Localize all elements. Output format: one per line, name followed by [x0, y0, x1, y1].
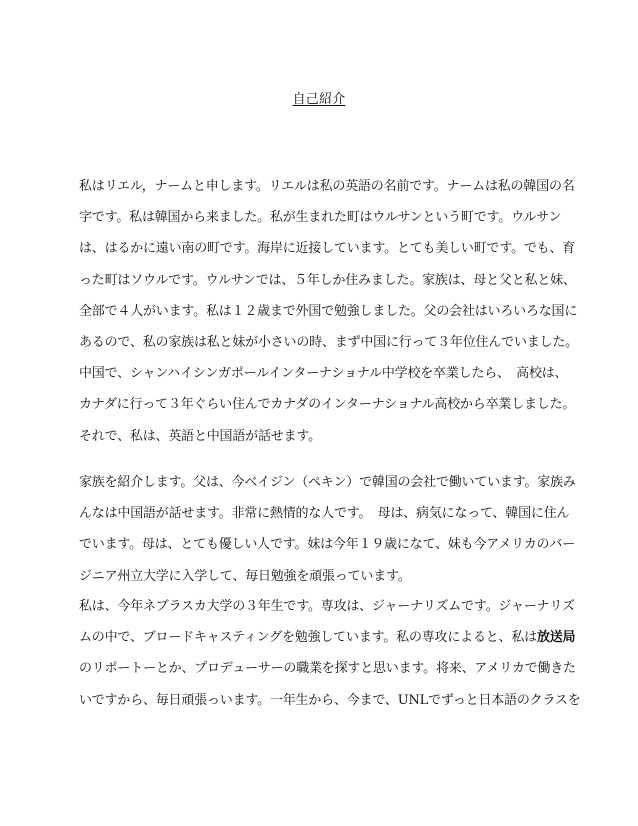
text-line: 全部で４人がいます。私は１２歳まで外国で勉強しました。父の会社はいろいろな国に — [79, 303, 578, 319]
text-line: 字です。私は韓国から来ました。私が生まれた町はウルサンという町です。ウルサン — [79, 210, 562, 226]
text-line: は、はるかに遠い南の町です。海岸に近接しています。とても美しい町です。でも、育 — [79, 241, 576, 257]
paragraph-self-intro — [79, 171, 578, 452]
text-line: 中国で、シャンハイシンガポールインターナショナル中学校を卒業したら、 高校は、 — [79, 366, 568, 382]
text-line: でいます。母は、とても優しい人です。妹は今年１９歳になて、妹も今アメリカのバー — [79, 537, 575, 553]
text-line: カナダに行って３年ぐらい住んでカナダのインターナショナル高校から卒業しました。 — [79, 397, 576, 413]
bold-word: 放送局 — [536, 630, 576, 646]
paragraph-family — [79, 467, 576, 592]
text-line: いですから、毎日頑張っいます。一年生から、今まで、UNLでずっと日本語のクラスを — [79, 692, 581, 708]
paragraph-studies — [79, 591, 581, 716]
text-line: んなは中国語が話せます。非常に熱情的な人です。 母は、病気になって、韓国に住ん — [79, 506, 570, 522]
text-line: ジニア州立大学に入学して、毎日勉強を頑張っています。 — [79, 568, 411, 584]
document-title: 自己紹介 — [292, 92, 346, 107]
text-line: 家族を紹介します。父は、今ベイジン（ペキン）で韓国の会社で働いています。家族み — [79, 475, 576, 490]
text-line: 私はリエル，ナームと申します。リエルは私の英語の名前です。ナームは私の韓国の名 — [79, 179, 575, 194]
text-line: それで、私は、英語と中国語が話せます。 — [79, 428, 321, 444]
text-line: った町はソウルです。ウルサンでは、５年しか住みました。家族は、母と父と私と妹、 — [79, 272, 576, 288]
text-line: あるので、私の家族は私と妹が小さいの時、まず中国に行って３年位住んでいました。 — [79, 334, 578, 350]
text-line: 私は、今年ネブラスカ大学の３年生です。専攻は、ジャーナリズムです。ジャーナリズ — [79, 599, 575, 614]
text-line — [79, 622, 576, 653]
text-line: のリポートーとか、プロデューサーの職業を探すと思います。将来、アメリカで働きた — [79, 661, 576, 677]
text-line-segment: ムの中で、ブロードキャスティングを勉強しています。私の専攻によると、私は — [79, 630, 537, 646]
